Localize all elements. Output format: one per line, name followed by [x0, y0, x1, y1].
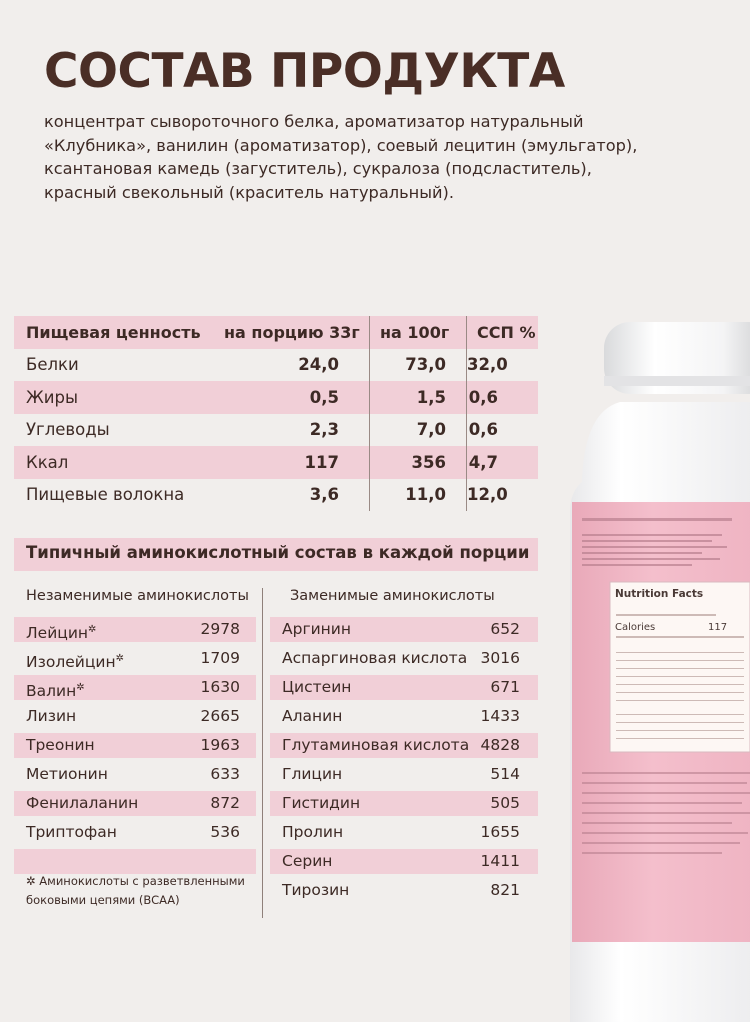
ingredients-description: концентрат сывороточного белка, ароматизатор натуральный «Клубника», ванилин (ароматизатор), соевый лецитин (эмульгатор), ксантановая камедь (загуститель), сукралоза (подсластитель), красный свекольный (краситель натуральный).: [44, 112, 638, 202]
amino-name: Аланин: [282, 707, 343, 725]
bcaa-mark: ✲: [76, 682, 85, 693]
amino-name: Аспаргиновая кислота: [282, 649, 468, 667]
nutrient-per100: 73,0: [370, 349, 467, 382]
nutrition-header-per100: на 100г: [370, 316, 467, 349]
nonessential-amino-item: [282, 820, 520, 845]
amino-value: 4828: [480, 736, 520, 754]
amino-name: Глутаминовая кислота: [282, 736, 470, 754]
amino-value: 1433: [480, 707, 520, 725]
amino-value: 514: [490, 765, 520, 783]
nutrient-per100: 356: [370, 446, 467, 479]
amino-value: 505: [490, 794, 520, 812]
amino-name: Валин: [26, 682, 77, 701]
amino-name: Серин: [282, 852, 333, 870]
nutrient-portion: 0,5: [214, 381, 370, 414]
essential-amino-item: [26, 762, 240, 787]
amino-name: Гистидин: [282, 794, 361, 812]
essential-header: Незаменимые аминокислоты: [26, 588, 249, 604]
essential-amino-item: [26, 675, 240, 700]
protein-jar-image: [560, 322, 750, 1022]
amino-value: 1411: [480, 852, 520, 870]
nutrition-table: [14, 316, 538, 511]
nutrient-portion: 117: [214, 446, 370, 479]
nutrition-row: [14, 446, 538, 479]
nutrient-portion: 24,0: [214, 349, 370, 382]
bcaa-footnote: ✲ Аминокислоты с разветвленными боковыми цепями (BCAA): [26, 874, 245, 907]
bcaa-mark: ✲: [88, 624, 97, 635]
nutrient-name: Углеводы: [26, 420, 110, 440]
nonessential-header: Заменимые аминокислоты: [290, 588, 495, 604]
amino-section-title: Типичный аминокислотный состав в каждой порции: [26, 543, 530, 562]
amino-value: 1963: [200, 736, 240, 754]
nutrient-name: Пищевые волокна: [26, 485, 185, 505]
bcaa-mark: ✲: [115, 653, 124, 664]
nonessential-amino-item: [282, 617, 520, 642]
nonessential-amino-item: [282, 733, 520, 758]
amino-value: 3016: [480, 649, 520, 667]
amino-name: Пролин: [282, 823, 344, 841]
amino-name: Фенилаланин: [26, 794, 139, 812]
amino-value: 671: [490, 678, 520, 696]
nutrient-ssp: 12,0: [467, 485, 508, 505]
nonessential-amino-item: [282, 878, 520, 903]
column-divider: [262, 588, 263, 918]
amino-value: 2978: [200, 620, 240, 638]
nonessential-amino-item: [282, 646, 520, 671]
amino-value: 1709: [200, 649, 240, 667]
amino-name: Метионин: [26, 765, 108, 783]
amino-name: Лейцин: [26, 624, 89, 643]
amino-name: Треонин: [26, 736, 95, 754]
jar-calories-value: 117: [708, 622, 728, 633]
nutrient-name: Ккал: [14, 446, 214, 479]
nutrition-header-name: Пищевая ценность: [14, 316, 214, 349]
page-title: СОСТАВ ПРОДУКТА: [44, 44, 565, 99]
jar-calories-label: Calories: [615, 622, 656, 633]
amino-name: Тирозин: [282, 881, 350, 899]
amino-name: Триптофан: [26, 823, 117, 841]
amino-value: 536: [210, 823, 240, 841]
amino-value: 652: [490, 620, 520, 638]
nonessential-amino-item: [282, 791, 520, 816]
nutrition-row: [14, 414, 538, 447]
amino-name: Глицин: [282, 765, 343, 783]
nutrition-row: [14, 349, 538, 382]
nutrient-portion: 2,3: [214, 414, 370, 447]
nutrition-header-row: [14, 316, 538, 349]
essential-amino-item: [26, 646, 240, 671]
nutrient-ssp: 4,7: [467, 446, 539, 479]
jar-facts-title: Nutrition Facts: [615, 588, 704, 600]
amino-name: Аргинин: [282, 620, 352, 638]
amino-value: 1630: [200, 678, 240, 696]
amino-name: Изолейцин: [26, 653, 116, 672]
nonessential-amino-item: [282, 675, 520, 700]
amino-name: Лизин: [26, 707, 77, 725]
essential-amino-item: [26, 704, 240, 729]
nutrition-row: [14, 381, 538, 414]
nutrient-per100: 1,5: [370, 381, 467, 414]
essential-amino-item: [26, 733, 240, 758]
essential-amino-item: [26, 791, 240, 816]
nonessential-amino-item: [282, 762, 520, 787]
nutrition-row: [14, 479, 538, 512]
nutrient-portion: 3,6: [214, 479, 370, 512]
amino-value: 821: [490, 881, 520, 899]
essential-amino-item: [26, 820, 240, 845]
nutrient-ssp: 0,6: [468, 420, 498, 440]
amino-name: Цистеин: [282, 678, 352, 696]
amino-value: 872: [210, 794, 240, 812]
nonessential-amino-item: [282, 849, 520, 874]
nutrition-header-ssp: ССП %: [467, 316, 539, 349]
nutrient-name: Жиры: [14, 381, 214, 414]
nonessential-amino-item: [282, 704, 520, 729]
amino-value: 2665: [200, 707, 240, 725]
nutrient-per100: 7,0: [370, 414, 467, 447]
nutrition-header-portion: на порцию 33г: [214, 316, 370, 349]
nutrient-per100: 11,0: [370, 479, 467, 512]
nutrient-name: Белки: [26, 355, 79, 375]
nutrient-ssp: 32,0: [467, 355, 508, 375]
essential-amino-item: [26, 617, 240, 642]
amino-value: 633: [210, 765, 240, 783]
amino-value: 1655: [480, 823, 520, 841]
nutrient-ssp: 0,6: [467, 381, 539, 414]
